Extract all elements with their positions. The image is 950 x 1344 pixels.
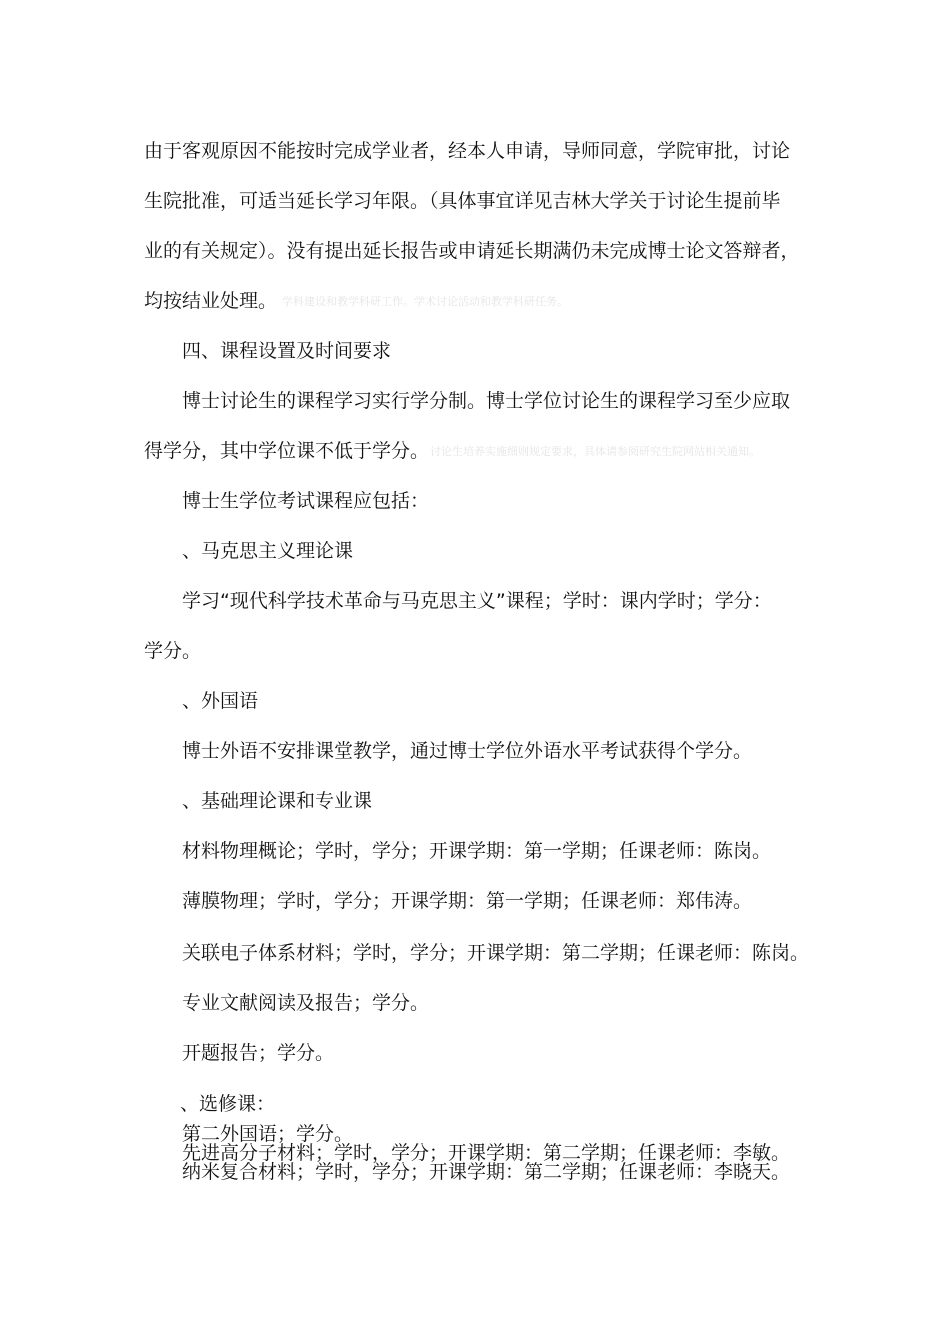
faint-watermark-1: 学科建设和教学科研工作。学术讨论活动和教学科研任务。 bbox=[282, 295, 568, 308]
marxism-course-line-2: 学分。 bbox=[144, 640, 202, 662]
elective-item-1: 第二外国语；学分。 bbox=[182, 1123, 354, 1145]
paragraph-2-line-1: 博士讨论生的课程学习实行学分制。博士学位讨论生的课程学习至少应取 bbox=[182, 390, 791, 412]
course-item-2: 薄膜物理；学时，学分；开课学期：第一学期；任课老师：郑伟涛。 bbox=[182, 890, 753, 912]
paragraph-1-line-3: 业的有关规定）。没有提出延长报告或申请延长期满仍未完成博士论文答辩者， bbox=[144, 240, 800, 262]
paragraph-1-line-2: 生院批准，可适当延长学习年限。（具体事宜详见吉林大学关于讨论生提前毕 bbox=[144, 190, 781, 212]
elective-item-3: 纳米复合材料；学时，学分；开课学期：第二学期；任课老师：李晓天。 bbox=[182, 1161, 791, 1183]
course-item-4: 专业文献阅读及报告；学分。 bbox=[182, 992, 430, 1014]
course-item-5: 开题报告；学分。 bbox=[182, 1042, 335, 1064]
faint-watermark-2: 讨论生培养实施细则规定要求，具体请参阅研究生院网站相关通知。 bbox=[430, 445, 760, 458]
paragraph-1-line-4: 均按结业处理。 bbox=[144, 290, 278, 312]
course-item-1: 材料物理概论；学时，学分；开课学期：第一学期；任课老师：陈岗。 bbox=[182, 840, 772, 862]
section-heading-4: 四、课程设置及时间要求 bbox=[182, 340, 392, 362]
paragraph-1-line-1: 由于客观原因不能按时完成学业者，经本人申请，导师同意，学院审批，讨论 bbox=[144, 140, 791, 162]
subsection-electives: 、选修课： bbox=[180, 1093, 276, 1115]
foreign-language-text: 博士外语不安排课堂教学，通过博士学位外语水平考试获得个学分。 bbox=[182, 740, 753, 762]
subsection-foreign-language: 、外国语 bbox=[182, 690, 259, 712]
elective-item-2: 先进高分子材料；学时，学分；开课学期：第二学期；任课老师：李敏。 bbox=[182, 1142, 791, 1164]
subsection-marxism: 、马克思主义理论课 bbox=[182, 540, 354, 562]
subsection-core-courses: 、基础理论课和专业课 bbox=[182, 790, 373, 812]
course-item-3: 关联电子体系材料；学时，学分；开课学期：第二学期；任课老师：陈岗。 bbox=[182, 942, 810, 964]
paragraph-2-line-2: 得学分，其中学位课不低于学分。 bbox=[144, 440, 430, 462]
marxism-course-line-1: 学习“现代科学技术革命与马克思主义”课程；学时：课内学时；学分： bbox=[182, 590, 772, 612]
paragraph-3: 博士生学位考试课程应包括： bbox=[182, 490, 430, 512]
